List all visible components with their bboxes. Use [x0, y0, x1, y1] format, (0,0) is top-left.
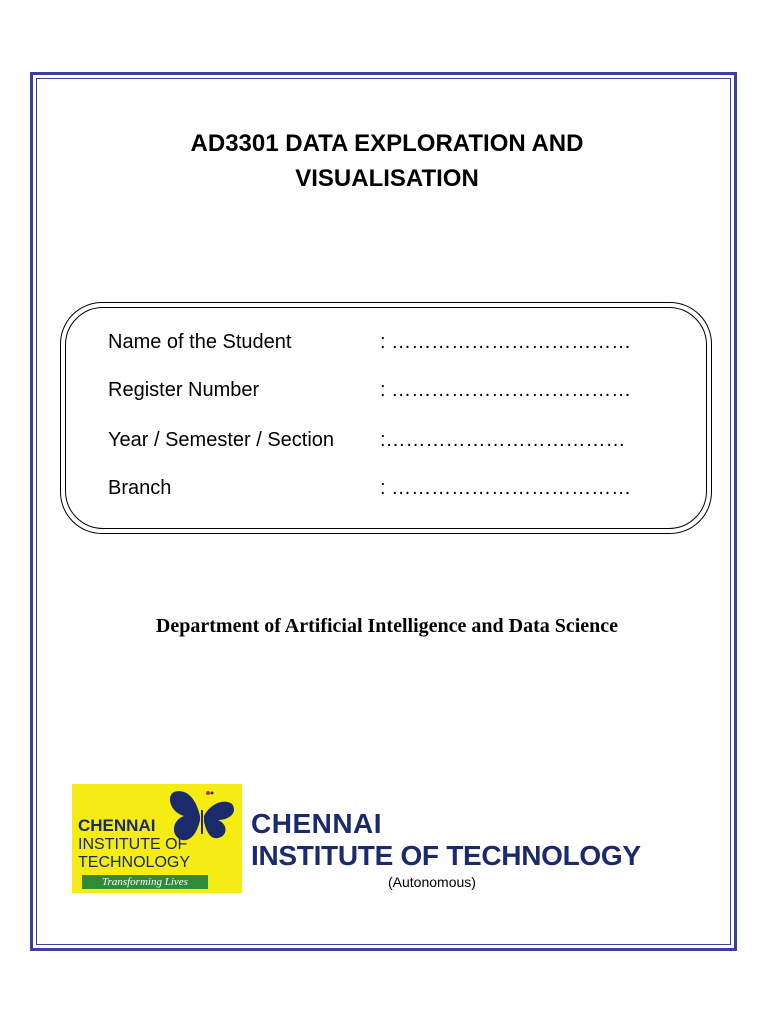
institution-status: (Autonomous)	[388, 874, 476, 890]
department-name: Department of Artificial Intelligence and Data Science	[155, 615, 619, 637]
register-number-label: Register Number	[108, 379, 260, 401]
logo-tagline: Transforming Lives	[82, 875, 208, 889]
student-name-blank: : ………………………………	[380, 331, 632, 353]
logo-text-line-1: CHENNAI	[78, 816, 156, 835]
year-semester-section-blank: :………………………………	[380, 429, 626, 451]
course-title	[100, 126, 674, 196]
course-title-line-2: VISUALISATION	[295, 165, 479, 192]
register-number-blank: : ………………………………	[380, 379, 632, 401]
branch-blank: : ………………………………	[380, 477, 632, 499]
institution-name-line-2: INSTITUTE OF TECHNOLOGY	[251, 840, 641, 871]
institution-name-line-1: CHENNAI	[251, 808, 383, 839]
logo-text-line-3: TECHNOLOGY	[78, 854, 191, 871]
branch-label: Branch	[108, 477, 172, 499]
logo-text-line-2: INSTITUTE OF	[78, 836, 188, 853]
institution-logo	[72, 784, 242, 893]
year-semester-section-label: Year / Semester / Section	[108, 429, 335, 451]
student-name-label: Name of the Student	[108, 331, 292, 353]
course-title-line-1: AD3301 DATA EXPLORATION AND	[190, 130, 584, 157]
